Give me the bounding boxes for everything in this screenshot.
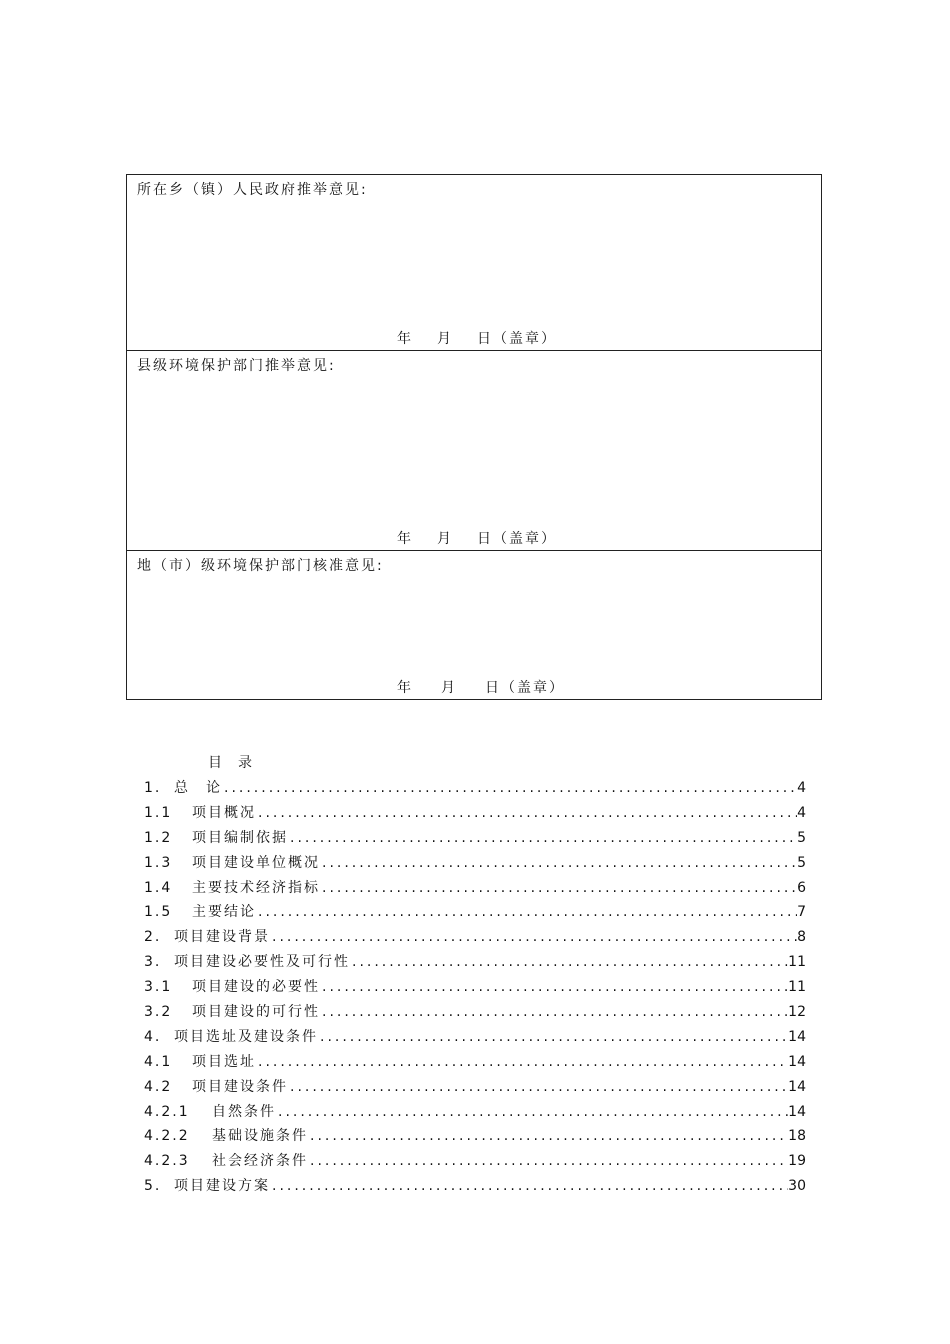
date-seal-line <box>397 328 557 348</box>
month-label: 月 <box>437 331 453 347</box>
toc-entry-title: 主要结论 <box>192 904 256 921</box>
toc-entry-number: 1. <box>144 780 162 796</box>
toc-entry-page: 18 <box>788 1128 806 1145</box>
toc-dot-leader <box>288 830 797 846</box>
toc-entry[interactable] <box>144 1026 806 1051</box>
toc-dot-leader <box>320 855 797 871</box>
toc-entry-page: 14 <box>788 1028 806 1045</box>
toc-entry-title: 主要技术经济指标 <box>192 879 320 896</box>
opinion-row-county <box>127 350 821 550</box>
toc-entry-title: 总 论 <box>174 780 222 796</box>
toc-title-part: 目 <box>208 755 224 771</box>
toc-entry-title: 基础设施条件 <box>212 1128 308 1145</box>
opinion-label: 县级环境保护部门推举意见: <box>137 358 336 374</box>
day-seal-label: 日（盖章） <box>477 331 557 347</box>
toc-entry[interactable] <box>144 852 806 877</box>
toc-entry[interactable] <box>144 1001 806 1026</box>
toc-dot-leader <box>288 1079 788 1095</box>
toc-entry-page: 11 <box>788 979 806 996</box>
year-label: 年 <box>397 531 413 547</box>
opinion-label: 地（市）级环境保护部门核准意见: <box>137 558 384 574</box>
toc-dot-leader <box>276 1104 788 1120</box>
toc-entry-title: 项目选址及建设条件 <box>174 1028 318 1045</box>
date-seal-line <box>397 677 565 697</box>
toc-entry-title: 社会经济条件 <box>212 1153 308 1170</box>
day-seal-label: 日（盖章） <box>485 680 565 696</box>
toc-entry-number: 4.2.3 <box>144 1153 190 1170</box>
toc-dot-leader <box>256 1054 788 1070</box>
toc-entry-title: 项目选址 <box>192 1053 256 1070</box>
toc-entry-title: 项目建设条件 <box>192 1078 288 1095</box>
toc-entry-page: 5 <box>797 854 806 871</box>
toc-entry-page: 14 <box>788 1078 806 1095</box>
toc-dot-leader <box>320 880 797 896</box>
toc-entry-page: 4 <box>797 804 806 821</box>
toc-entry-title: 项目建设的必要性 <box>192 979 320 996</box>
toc-dot-leader <box>318 1029 788 1045</box>
toc-entry[interactable] <box>144 951 806 976</box>
toc-entry-title: 项目建设背景 <box>174 929 270 946</box>
toc-entry-title: 项目建设的可行性 <box>192 1004 320 1021</box>
toc-entry-number: 1.1 <box>144 804 173 821</box>
toc-entry[interactable] <box>144 926 806 951</box>
month-label: 月 <box>441 680 457 696</box>
toc-entry-page: 5 <box>797 829 806 846</box>
toc-entry-page: 11 <box>788 954 806 971</box>
toc-title <box>208 752 254 772</box>
toc-entry-page: 19 <box>788 1153 806 1170</box>
toc-entry[interactable] <box>144 1076 806 1101</box>
toc-entry-number: 3.1 <box>144 979 173 996</box>
toc-entry-title: 项目建设必要性及可行性 <box>174 954 350 971</box>
opinion-label: 所在乡（镇）人民政府推举意见: <box>137 182 368 198</box>
toc-title-part: 录 <box>238 755 254 771</box>
toc-entry[interactable] <box>144 1150 806 1175</box>
toc-entry-number: 4.2.1 <box>144 1103 190 1120</box>
date-seal-line <box>397 528 557 548</box>
toc-entry-number: 4. <box>144 1028 162 1045</box>
toc-entry-page: 14 <box>788 1103 806 1120</box>
toc-entry[interactable] <box>144 827 806 852</box>
toc-entry-page: 14 <box>788 1053 806 1070</box>
toc-entry[interactable] <box>144 877 806 902</box>
toc-entry[interactable] <box>144 1175 806 1200</box>
toc-entry-page: 8 <box>797 929 806 946</box>
toc-dot-leader <box>222 780 797 796</box>
toc-entry[interactable] <box>144 802 806 827</box>
toc-dot-leader <box>270 929 797 945</box>
toc-entry-number: 3. <box>144 954 162 971</box>
year-label: 年 <box>397 331 413 347</box>
toc-entry-number: 1.4 <box>144 879 173 896</box>
toc-entry[interactable] <box>144 1125 806 1150</box>
toc-entry-title: 项目概况 <box>192 804 256 821</box>
toc-dot-leader <box>308 1128 788 1144</box>
toc-entry-number: 3.2 <box>144 1004 173 1021</box>
toc-entry-page: 12 <box>788 1004 806 1021</box>
table-of-contents <box>144 777 806 1200</box>
toc-entry-page: 4 <box>797 780 806 796</box>
day-seal-label: 日（盖章） <box>477 531 557 547</box>
toc-entry-title: 项目建设方案 <box>174 1178 270 1195</box>
toc-entry-number: 1.3 <box>144 854 173 871</box>
toc-entry[interactable] <box>144 1051 806 1076</box>
toc-dot-leader <box>320 979 788 995</box>
toc-entry-number: 1.2 <box>144 829 173 846</box>
toc-entry-number: 1.5 <box>144 904 173 921</box>
toc-dot-leader <box>350 954 788 970</box>
toc-entry-number: 4.2.2 <box>144 1128 190 1145</box>
month-label: 月 <box>437 531 453 547</box>
toc-entry[interactable] <box>144 901 806 926</box>
opinion-row-city <box>127 550 821 699</box>
toc-dot-leader <box>308 1153 788 1169</box>
toc-entry-number: 4.2 <box>144 1078 173 1095</box>
toc-entry-page: 7 <box>797 904 806 921</box>
year-label: 年 <box>397 680 413 696</box>
toc-entry-number: 5. <box>144 1178 162 1195</box>
toc-entry-page: 30 <box>788 1178 806 1195</box>
toc-entry-title: 自然条件 <box>212 1103 276 1120</box>
toc-entry-title: 项目建设单位概况 <box>192 854 320 871</box>
opinion-row-township <box>127 175 821 350</box>
toc-entry-number: 4.1 <box>144 1053 173 1070</box>
toc-entry-title: 项目编制依据 <box>192 829 288 846</box>
toc-dot-leader <box>270 1178 788 1194</box>
toc-entry[interactable] <box>144 777 806 802</box>
toc-entry[interactable] <box>144 1101 806 1126</box>
toc-dot-leader <box>320 1004 788 1020</box>
toc-dot-leader <box>256 805 797 821</box>
toc-entry[interactable] <box>144 976 806 1001</box>
toc-dot-leader <box>256 904 797 920</box>
opinion-table <box>126 174 822 700</box>
toc-entry-page: 6 <box>797 879 806 896</box>
toc-entry-number: 2. <box>144 929 162 946</box>
